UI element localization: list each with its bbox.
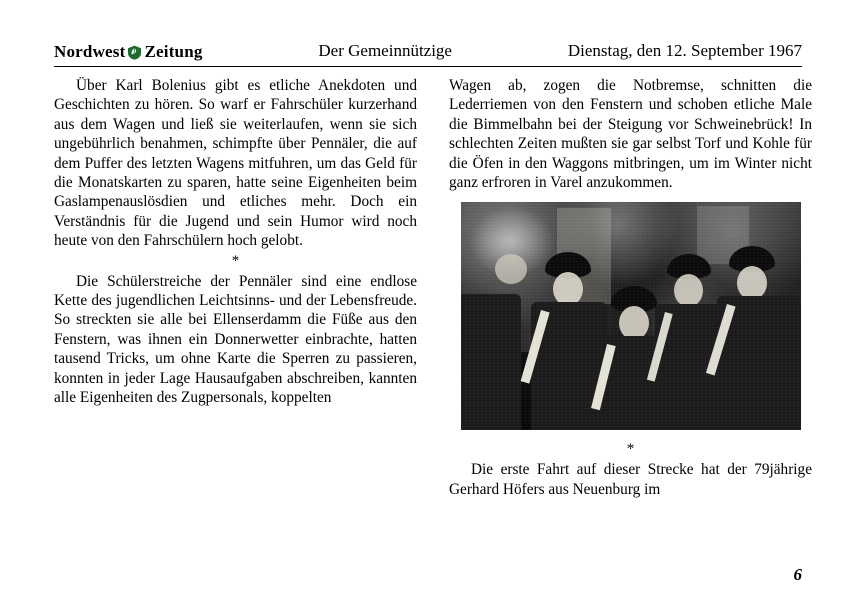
historic-photo-uniformed-men-boarding-train <box>461 202 801 430</box>
right-column <box>449 76 812 499</box>
brand-name-second: Zeitung <box>144 42 203 61</box>
left-section-separator: * <box>231 252 240 269</box>
shield-leaf-logo-icon <box>127 45 142 60</box>
right-section-separator: * <box>626 441 635 458</box>
masthead-title: Der Gemeinnützige <box>318 41 452 60</box>
masthead <box>54 36 802 64</box>
brand-name-first: Nordwest <box>54 42 126 61</box>
article-columns <box>54 76 812 499</box>
masthead-date: Dienstag, den 12. September 1967 <box>567 41 802 60</box>
left-paragraph-1: Über Karl Bolenius gibt es etliche Anekdoten und Geschichten zu hören. So warf er Fahrschüler kurzerhand aus dem Wagen und ließ sie weiterlaufen, wenn sie sich ungebührlich benahmen, schimpfte über Pennäler, die auf dem Puffer des letzten Wagens mitfuhren, um das Geld für die Monatskarten zu sparen, hatte seine Eigenheiten beim Gaslampenauslösdien und etliches mehr. Doch ein Verständnis für die Jugend und sein Humor wird noch heute von den Fahrschülern hoch gelobt. <box>54 77 417 250</box>
page-number: 6 <box>793 565 802 584</box>
photo-film-grain <box>461 202 801 430</box>
left-column <box>54 76 417 499</box>
left-paragraph-2: Die Schülerstreiche der Pennäler sind eine endlose Kette des jugendlichen Leichtsinns- und der Lebensfreude. So streckten sie alle bei Ellenserdamm die Füße aus den Fenstern, was ihnen ein Donnerwetter einbrachte, hatten tausend Tricks, um ohne Karte die Sperren zu passieren, konnten in jeder Lage Hausaufgaben abschreiben, kannten alle Eigenheiten des Zugpersonals, koppelten <box>54 272 417 407</box>
masthead-divider <box>54 66 802 67</box>
right-paragraph-1: Wagen ab, zogen die Notbremse, schnitten die Lederriemen von den Fenstern und schoben etliche Male die Bimmelbahn bei der Steigung vor Schweinebrück! In schlechten Zeiten mußten sie gar selbst Torf und Kohle für die Öfen in den Waggons mitbringen, um im Winter nicht ganz erfroren in Varel anzukommen. <box>449 77 812 192</box>
newspaper-logo <box>54 42 203 62</box>
right-paragraph-2: Die erste Fahrt auf dieser Strecke hat der 79jährige Gerhard Höfers aus Neuenburg im <box>449 461 812 498</box>
